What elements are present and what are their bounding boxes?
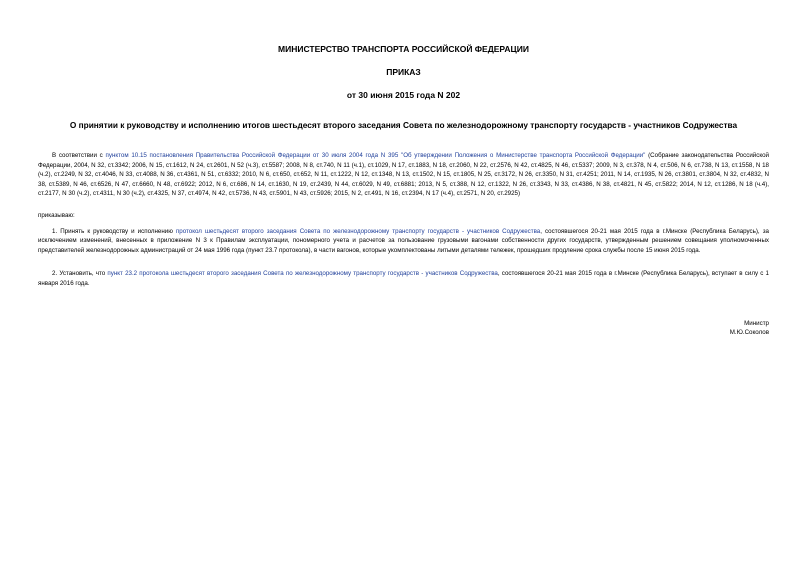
signature-position: Министр	[744, 319, 769, 327]
signature-name: М.Ю.Соколов	[729, 329, 769, 337]
item2-suffix: , состоявшегося 20-21 мая 2015 года в г.Минске (Республика Беларусь), вступает в силу с 1 января 2016 года.	[38, 270, 769, 287]
ministry-name: МИНИСТЕРСТВО ТРАНСПОРТА РОССИЙСКОЙ ФЕДЕРАЦИИ	[278, 44, 529, 54]
item1-prefix: 1. Принять к руководству и исполнению	[52, 227, 176, 235]
protocol-clause-link[interactable]: пункт 23.2 протокола шестьдесят второго заседания Совета по железнодорожному транспорту государств - участников Содружества	[107, 270, 498, 278]
item1-suffix: , состоявшегося 20-21 мая 2015 года в г.Минске (Республика Беларусь), за исключением изменений, внесенных в приложение N 3 к Правилам эксплуатации, пономерного учета и расчетов за пользование грузовыми вагонами собственности других государств, утвержденным решением совещания уполномоченных представителей железнодорожных администраций от 24 мая 1996 года (пункт 23.7 протокола), в части вагонов, которые укомплектованы литыми деталями тележек, прошедших продление срока службы после 15 июня 2015 года.	[38, 227, 769, 254]
order-item-1	[38, 227, 769, 256]
item2-prefix: 2. Установить, что	[52, 270, 108, 278]
basis-resolution-link[interactable]: пунктом 10.15 постановления Правительства Российской Федерации от 30 июля 2004 года N 395 "Об утверждении Положения о Министерстве транспорта Российской Федерации"	[105, 152, 646, 159]
document-type: ПРИКАЗ	[386, 67, 421, 77]
basis-paragraph	[38, 151, 769, 199]
document-date-number: от 30 июня 2015 года N 202	[346, 90, 461, 100]
basis-prefix: В соответствии с	[52, 152, 106, 159]
order-item-2	[38, 269, 769, 288]
signature-block	[38, 319, 769, 338]
document-title: О принятии к руководству и исполнению итогов шестьдесят второго заседания Совета по железнодорожному транспорту государств - участников Содружества	[69, 120, 738, 130]
order-word: приказываю:	[38, 211, 75, 219]
protocol-link[interactable]: протокол шестьдесят второго заседания Совета по железнодорожному транспорту государств - участников Содружества	[175, 227, 541, 235]
basis-suffix: (Собрание законодательства Российской Федерации, 2004, N 32, ст.3342; 2006, N 15, ст.1612, N 24, ст.2601, N 52 (ч.3), ст.5587; 2008, N 8, ст.740, N 11 (ч.1), ст.1029, N 17, ст.1883, N 18, ст.2060, N 22, ст.2576, N 42, ст.4825, N 46, ст.5337; 2009, N 3, ст.378, N 4, ст.506, N 6, ст.738, N 13, ст.1558, N 18 (ч.2), ст.2249, N 32, ст.4046, N 33, ст.4088, N 36, ст.4361, N 51, ст.6332; 2010, N 6, ст.650, ст.652, N 11, ст.1222, N 12, ст.1348, N 13, ст.1502, N 15, ст.1805, N 25, ст.3172, N 26, ст.3350, N 31, ст.4251; 2011, N 14, ст.1935, N 26, ст.3801, ст.3804, N 32, ст.4832, N 38, ст.5389, N 46, ст.6526, N 47, ст.6660, N 48, ст.6922; 2012, N 6, ст.686, N 14, ст.1630, N 19, ст.2439, N 44, ст.6029, N 49, ст.6881; 2013, N 5, ст.388, N 12, ст.1322, N 26, ст.3343, N 33, ст.4386, N 38, ст.4821, N 45, ст.5822; 2014, N 12, ст.1286, N 18 (ч.4), ст.2177, N 30 (ч.2), ст.4311, N 30 (ч.2), ст.4325, N 37, ст.4974, N 42, ст.5736, N 43, ст.5901, N 43, ст.5926; 2015, N 2, ст.491, N 16, ст.2394, N 17 (ч.4), ст.2571, N 20, ст.2925)	[38, 152, 769, 198]
